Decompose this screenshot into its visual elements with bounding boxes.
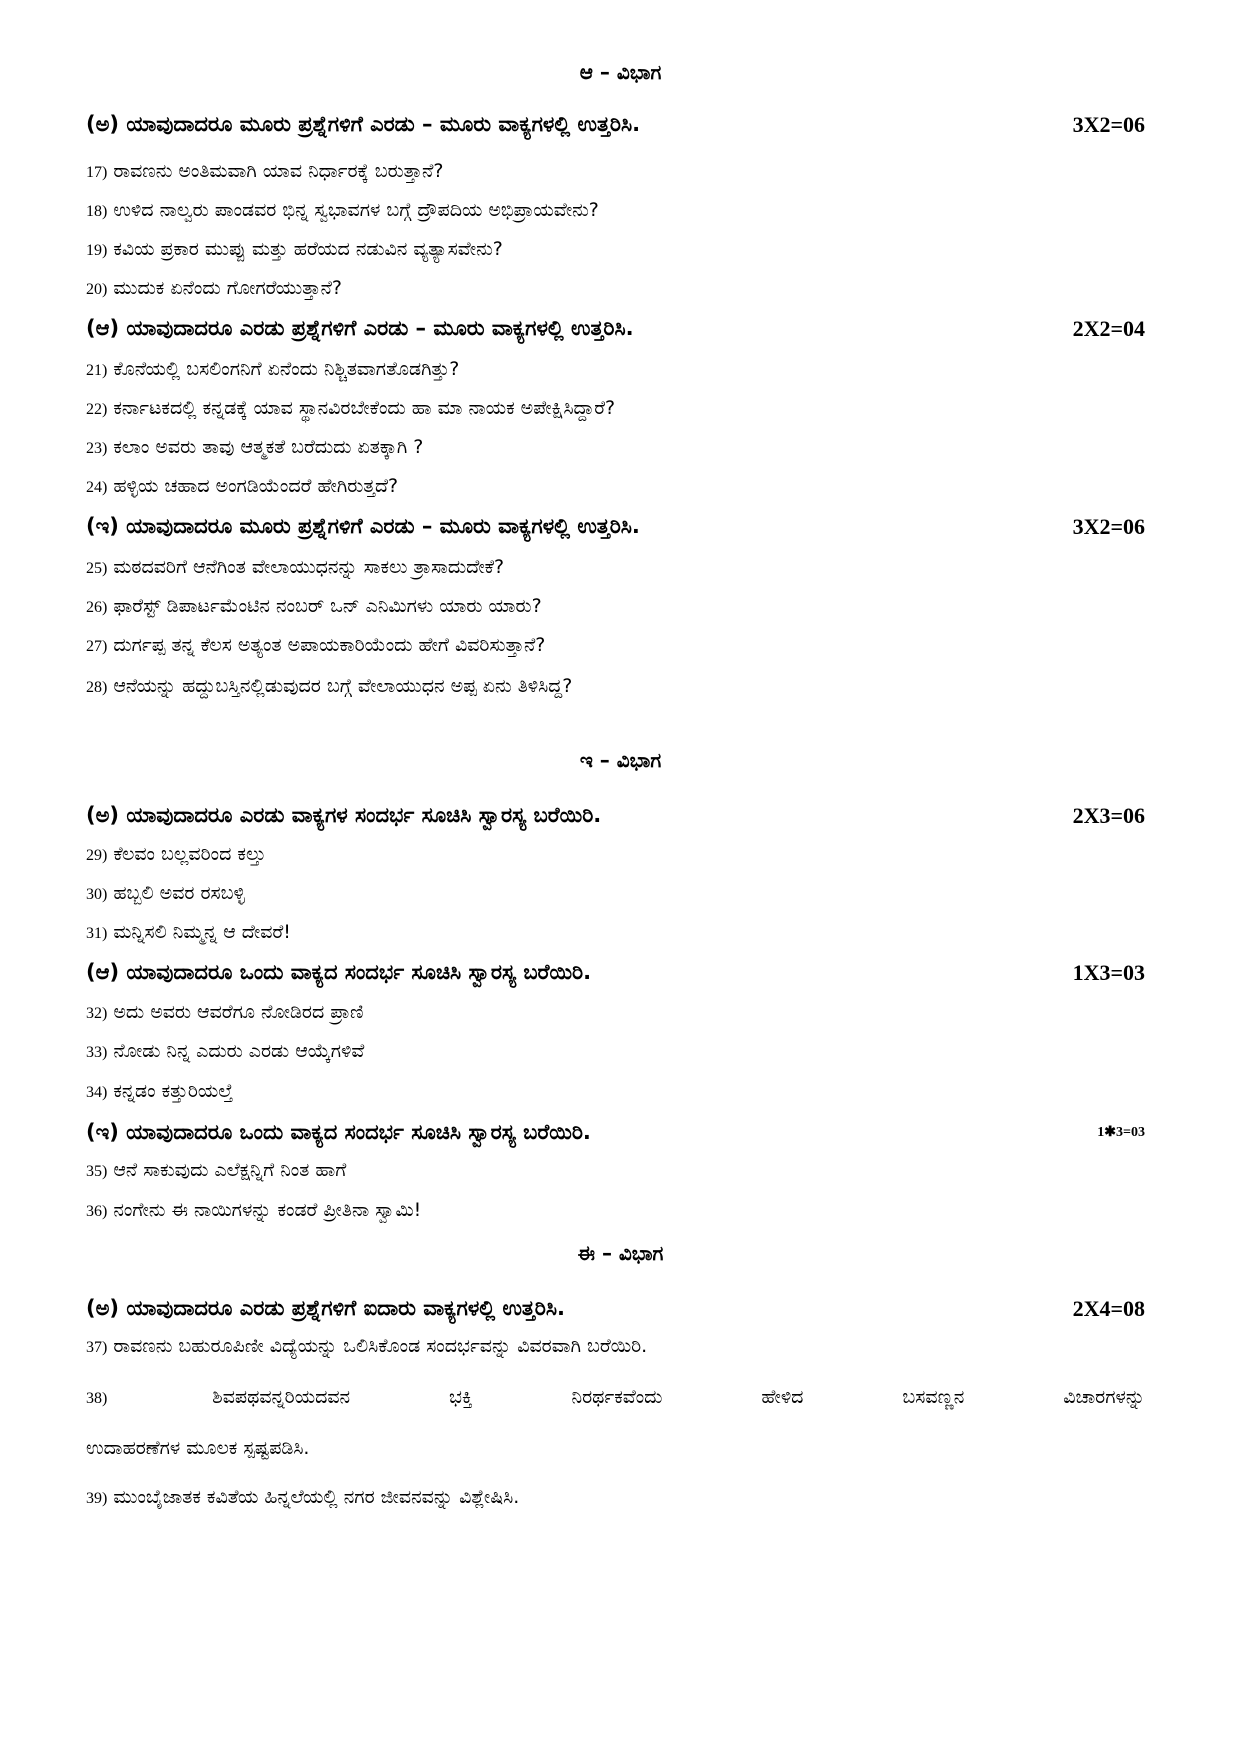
question-25 (86, 556, 1145, 578)
marks: 2X4=08 (1072, 1296, 1145, 1321)
subsection-label: (ಆ) (86, 960, 120, 984)
question-number: 26) (86, 599, 108, 616)
marks: 1✱3=03 (1097, 1125, 1145, 1140)
question-21 (86, 358, 1145, 380)
question-text: ಮುದುಕ ಏನೆಂದು ಗೋಗರೆಯುತ್ತಾನೆ? (113, 277, 343, 299)
question-number: 36) (86, 1203, 108, 1220)
question-text: ನೋಡು ನಿನ್ನ ಎದುರು ಎರಡು ಆಯ್ಕೆಗಳಿವೆ (113, 1040, 365, 1062)
question-text: ಕಲಾಂ ಅವರು ತಾವು ಆತ್ಮಕತೆ ಬರೆದುದು ಏತಕ್ಕಾಗಿ ? (113, 436, 424, 458)
subsection-aa-i (86, 514, 1145, 539)
question-number: 22) (86, 401, 108, 418)
question-27 (86, 634, 1145, 656)
question-number: 24) (86, 479, 108, 496)
question-text: ಉದಾಹರಣೆಗಳ ಮೂಲಕ ಸ್ಪಷ್ಟಪಡಿಸಿ. (86, 1437, 310, 1459)
subsection-i-i (86, 1120, 1145, 1145)
question-text: ರಾವಣನು ಅಂತಿಮವಾಗಿ ಯಾವ ನಿರ್ಧಾರಕ್ಕೆ ಬರುತ್ತಾನೆ? (113, 160, 444, 182)
question-text: ರಾವಣನು ಬಹುರೂಪಿಣೀ ವಿದ್ಯೆಯನ್ನು ಒಲಿಸಿಕೊಂಡ ಸಂದರ್ಭವನ್ನು ವಿವರವಾಗಿ ಬರೆಯಿರಿ. (113, 1335, 648, 1357)
question-text: ಕನ್ನಡಂ ಕತ್ತುರಿಯಲ್ತೆ (113, 1080, 233, 1102)
question-number: 20) (86, 281, 108, 298)
question-30 (86, 882, 1145, 904)
question-text: ಮುಂಬೈಜಾತಕ ಕವಿತೆಯ ಹಿನ್ನಲೆಯಲ್ಲಿ ನಗರ ಜೀವನವನ್ನು ವಿಶ್ಲೇಷಿಸಿ. (113, 1486, 520, 1508)
question-number: 23) (86, 440, 108, 457)
subsection-aa-aa (86, 316, 1145, 341)
question-number: 19) (86, 242, 108, 259)
question-number: 34) (86, 1084, 108, 1101)
question-text: ಉಳಿದ ನಾಲ್ವರು ಪಾಂಡವರ ಭಿನ್ನ ಸ್ವಭಾವಗಳ ಬಗ್ಗೆ ದ್ರೌಪದಿಯ ಅಭಿಪ್ರಾಯವೇನು? (113, 199, 599, 221)
question-text: ಹಬ್ಬಲಿ ಅವರ ರಸಬಳ್ಳಿ (113, 882, 246, 904)
subsection-i-a (86, 803, 1145, 828)
subsection-instruction: ಯಾವುದಾದರೂ ಮೂರು ಪ್ರಶ್ನೆಗಳಿಗೆ ಎರಡು – ಮೂರು ವಾಕ್ಯಗಳಲ್ಲಿ ಉತ್ತರಿಸಿ. (126, 112, 641, 136)
question-18 (86, 199, 1145, 221)
question-number: 37) (86, 1339, 108, 1356)
question-text: ಶಿವಪಥವನ್ನರಿಯದವನ ಭಕ್ತಿ ನಿರರ್ಥಕವೆಂದು ಹೇಳಿದ ಬಸವಣ್ಣನ ವಿಚಾರಗಳನ್ನು (212, 1386, 1145, 1408)
question-36 (86, 1199, 1145, 1221)
subsection-instruction: ಯಾವುದಾದರೂ ಎರಡು ಪ್ರಶ್ನೆಗಳಿಗೆ ಎರಡು – ಮೂರು ವಾಕ್ಯಗಳಲ್ಲಿ ಉತ್ತರಿಸಿ. (126, 316, 634, 340)
question-26 (86, 595, 1145, 617)
question-31 (86, 921, 1145, 943)
marks: 3X2=06 (1072, 112, 1145, 137)
question-number: 38) (86, 1390, 108, 1407)
subsection-instruction: ಯಾವುದಾದರೂ ಮೂರು ಪ್ರಶ್ನೆಗಳಿಗೆ ಎರಡು – ಮೂರು ವಾಕ್ಯಗಳಲ್ಲಿ ಉತ್ತರಿಸಿ. (126, 514, 640, 538)
subsection-instruction: ಯಾವುದಾದರೂ ಎರಡು ವಾಕ್ಯಗಳ ಸಂದರ್ಭ ಸೂಚಿಸಿ ಸ್ವಾರಸ್ಯ ಬರೆಯಿರಿ. (126, 803, 602, 827)
question-34 (86, 1080, 1145, 1102)
question-number: 18) (86, 203, 108, 220)
question-text: ಆನೆ ಸಾಕುವುದು ಎಲೆಕ್ಷನ್ನಿಗೆ ನಿಂತ ಹಾಗೆ (113, 1159, 347, 1181)
question-17 (86, 160, 1145, 182)
question-32 (86, 1001, 1145, 1023)
question-number: 27) (86, 638, 108, 655)
subsection-label: (ಅ) (86, 803, 120, 827)
question-text: ಕೆಲವಂ ಬಲ್ಲವರಿಂದ ಕಲ್ತು (113, 843, 266, 865)
marks: 1X3=03 (1072, 960, 1145, 985)
question-24 (86, 475, 1145, 497)
question-number: 39) (86, 1490, 108, 1507)
question-text: ಕೊನೆಯಲ್ಲಿ ಬಸಲಿಂಗನಿಗೆ ಏನೆಂದು ನಿಶ್ಚಿತವಾಗತೊಡಗಿತ್ತು? (113, 358, 460, 380)
question-text: ನಂಗೇನು ಈ ನಾಯಿಗಳನ್ನು ಕಂಡರೆ ಪ್ರೀತಿನಾ ಸ್ವಾಮಿ! (113, 1199, 422, 1221)
question-number: 25) (86, 560, 108, 577)
question-37 (86, 1335, 1145, 1357)
marks: 2X2=04 (1072, 316, 1145, 341)
subsection-label: (ಇ) (86, 514, 119, 538)
subsection-label: (ಅ) (86, 1296, 120, 1320)
question-29 (86, 843, 1145, 865)
section-heading-i: ಇ – ವಿಭಾಗ (579, 748, 662, 772)
question-text: ಹಳ್ಳಿಯ ಚಹಾದ ಅಂಗಡಿಯೆಂದರೆ ಹೇಗಿರುತ್ತದೆ? (113, 475, 399, 497)
question-text: ಕವಿಯ ಪ್ರಕಾರ ಮುಪ್ಪು ಮತ್ತು ಹರೆಯದ ನಡುವಿನ ವ್ಯತ್ಯಾಸವೇನು? (113, 238, 503, 260)
marks: 2X3=06 (1072, 803, 1145, 828)
subsection-label: (ಅ) (86, 112, 120, 136)
question-23 (86, 436, 1145, 458)
section-heading-aa: ಆ – ವಿಭಾಗ (579, 60, 662, 84)
question-number: 31) (86, 925, 108, 942)
question-text: ಅದು ಅವರು ಆವರೆಗೂ ನೋಡಿರದ ಪ್ರಾಣಿ (113, 1001, 364, 1023)
question-number: 29) (86, 847, 108, 864)
question-28 (86, 675, 1145, 697)
question-number: 28) (86, 679, 108, 696)
question-35 (86, 1159, 1145, 1181)
subsection-instruction: ಯಾವುದಾದರೂ ಒಂದು ವಾಕ್ಯದ ಸಂದರ್ಭ ಸೂಚಿಸಿ ಸ್ವಾರಸ್ಯ ಬರೆಯಿರಿ. (126, 960, 592, 984)
question-number: 21) (86, 362, 108, 379)
marks: 3X2=06 (1072, 514, 1145, 539)
question-text: ದುರ್ಗಪ್ಪ ತನ್ನ ಕೆಲಸ ಅತ್ಯಂತ ಅಪಾಯಕಾರಿಯೆಂದು ಹೇಗೆ ವಿವರಿಸುತ್ತಾನೆ? (113, 634, 546, 656)
subsection-instruction: ಯಾವುದಾದರೂ ಎರಡು ಪ್ರಶ್ನೆಗಳಿಗೆ ಐದಾರು ವಾಕ್ಯಗಳಲ್ಲಿ ಉತ್ತರಿಸಿ. (126, 1296, 566, 1320)
subsection-aa-a (86, 112, 1145, 137)
question-text: ಮಠದವರಿಗೆ ಆನೆಗಿಂತ ವೇಲಾಯುಧನನ್ನು ಸಾಕಲು ತ್ರಾಸಾದುದೇಕೆ? (113, 556, 505, 578)
question-number: 32) (86, 1005, 108, 1022)
section-heading-ee: ಈ – ವಿಭಾಗ (577, 1241, 664, 1265)
question-20 (86, 277, 1145, 299)
question-text: ಫಾರೆಸ್ಟ್ ಡಿಪಾರ್ಟಮೆಂಟಿನ ನಂಬರ್ ಒನ್ ಎನಿಮಿಗಳು ಯಾರು ಯಾರು? (113, 595, 542, 617)
subsection-ee-a (86, 1296, 1145, 1321)
subsection-label: (ಆ) (86, 316, 120, 340)
question-number: 17) (86, 164, 108, 181)
question-22 (86, 397, 1145, 419)
question-number: 33) (86, 1044, 108, 1061)
question-number: 35) (86, 1163, 108, 1180)
question-19 (86, 238, 1145, 260)
question-38-line1 (86, 1386, 1145, 1408)
question-number: 30) (86, 886, 108, 903)
question-text: ಆನೆಯನ್ನು ಹದ್ದುಬಸ್ತಿನಲ್ಲಿಡುವುದರ ಬಗ್ಗೆ ವೇಲಾಯುಧನ ಅಪ್ಪ ಏನು ತಿಳಿಸಿದ್ದ? (113, 675, 573, 697)
question-39 (86, 1486, 1145, 1508)
subsection-instruction: ಯಾವುದಾದರೂ ಒಂದು ವಾಕ್ಯದ ಸಂದರ್ಭ ಸೂಚಿಸಿ ಸ್ವಾರಸ್ಯ ಬರೆಯಿರಿ. (126, 1120, 591, 1144)
question-33 (86, 1040, 1145, 1062)
subsection-i-aa (86, 960, 1145, 985)
question-text: ಮನ್ನಿಸಲಿ ನಿಮ್ಮನ್ನ ಆ ದೇವರೆ! (113, 921, 291, 943)
question-text: ಕರ್ನಾಟಕದಲ್ಲಿ ಕನ್ನಡಕ್ಕೆ ಯಾವ ಸ್ಥಾನವಿರಬೇಕೆಂದು ಹಾ ಮಾ ನಾಯಕ ಅಪೇಕ್ಷಿಸಿದ್ದಾರೆ? (113, 397, 616, 419)
question-38-line2 (86, 1437, 1145, 1459)
subsection-label: (ಇ) (86, 1120, 119, 1144)
